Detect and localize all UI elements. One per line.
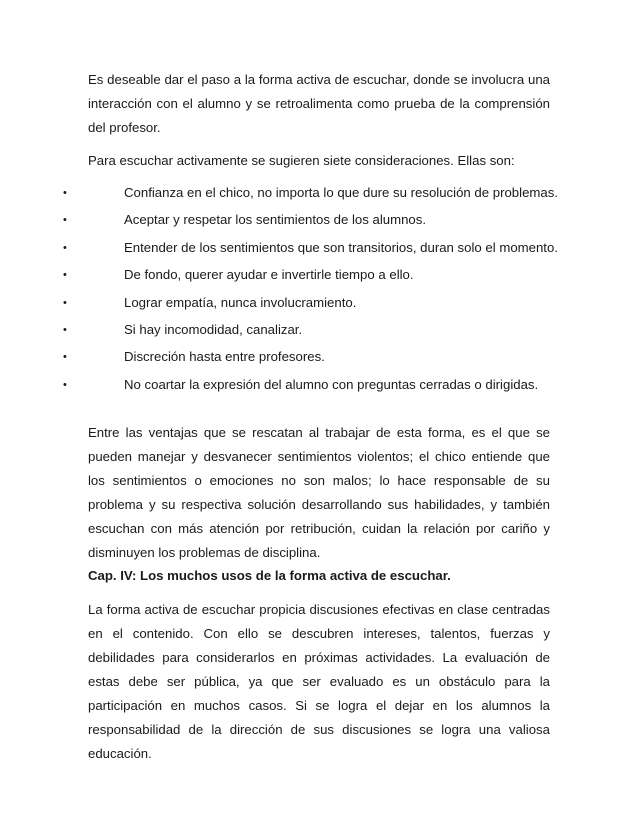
list-item — [0, 263, 638, 290]
list-item — [0, 291, 638, 318]
list-item-text: Lograr empatía, nunca involucramiento. — [124, 294, 357, 310]
list-item — [0, 373, 638, 400]
list-item — [0, 345, 638, 372]
list-item-text: Discreción hasta entre profesores. — [124, 349, 325, 365]
intro-paragraph: Es deseable dar el paso a la forma activa de escuchar, donde se involucra una interacción con el alumno y se retroalimenta como prueba de la comprensión del profesor. — [88, 72, 550, 135]
list-item-text: Confianza en el chico, no importa lo que dure su resolución de problemas. — [124, 185, 558, 200]
advantages-paragraph: Entre las ventajas que se rescatan al trabajar de esta forma, es el que se pueden manejar y desvanecer sentimientos violentos; el chico entiende que los sentimientos o emociones no son malos; lo hace responsable de su problema y su respectiva solución desarrollando sus habilidades, y también escuchan con más atención por retribución, cuidan la relación por cariño y disminuyen los problemas de disciplina. — [88, 425, 550, 560]
bullet-icon: • — [63, 269, 67, 282]
bullet-icon: • — [63, 214, 67, 227]
bullet-icon: • — [63, 187, 67, 199]
list-intro-paragraph: Para escuchar activamente se sugieren siete consideraciones. Ellas son: — [88, 153, 515, 168]
list-item-text: No coartar la expresión del alumno con preguntas cerradas o dirigidas. — [124, 376, 539, 392]
bullet-icon: • — [63, 351, 67, 364]
chapter-heading: Cap. IV: Los muchos usos de la forma activa de escuchar. — [88, 568, 451, 583]
list-item — [0, 236, 638, 263]
list-item-text: Entender de los sentimientos que son transitorios, duran solo el momento. — [124, 239, 558, 255]
considerations-list — [0, 181, 638, 400]
list-item — [0, 181, 638, 208]
bullet-icon: • — [63, 323, 67, 336]
bullet-icon: • — [63, 296, 67, 309]
list-item — [0, 208, 638, 235]
list-item-text: Si hay incomodidad, canalizar. — [124, 321, 303, 337]
bullet-icon: • — [63, 378, 67, 391]
bullet-icon: • — [63, 241, 67, 254]
chapter-paragraph: La forma activa de escuchar propicia discusiones efectivas en clase centradas en el contenido. Con ello se descubren intereses, talentos, fuerzas y debilidades para considerarlos en próximas actividades. La evaluación de estas debe ser pública, ya que ser evaluado es un obstáculo para la participación en muchos casos. Si se logra el dejar en los alumnos la responsabilidad de la dirección de sus discusiones se logra una valiosa educación. — [88, 602, 550, 761]
list-item-text: Aceptar y respetar los sentimientos de los alumnos. — [124, 212, 426, 228]
list-item-text: De fondo, querer ayudar e invertirle tiempo a ello. — [124, 267, 414, 283]
list-item — [0, 318, 638, 345]
